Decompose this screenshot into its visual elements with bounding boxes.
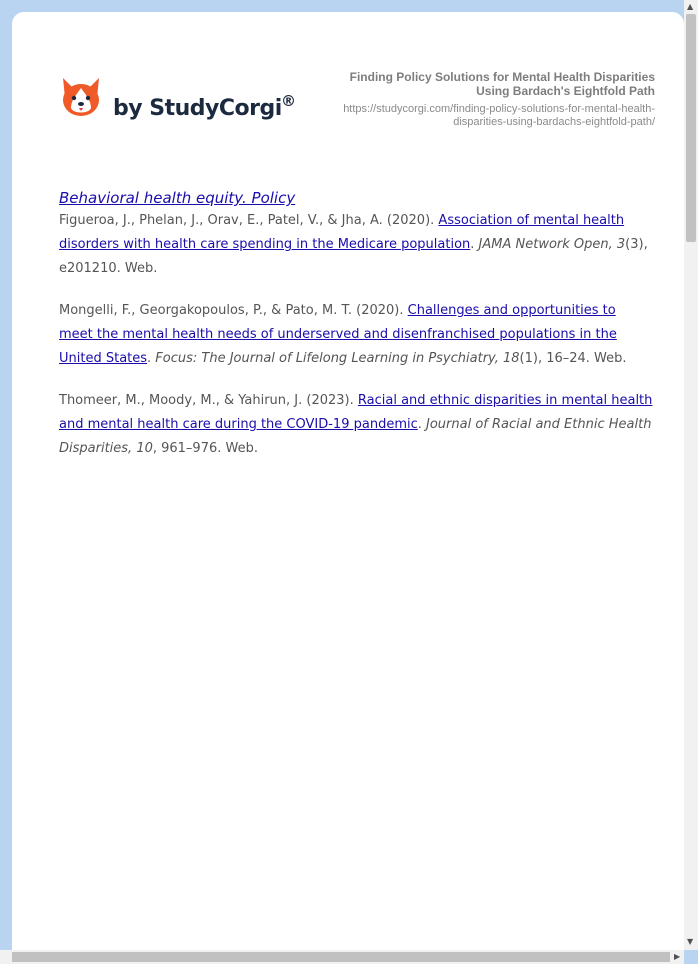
- document-meta: [315, 70, 655, 129]
- reference-journal: Journal of Racial and Ethnic Health Disparities, 10: [59, 417, 652, 456]
- document-page: [12, 12, 684, 952]
- scroll-right-icon[interactable]: ▶: [674, 952, 681, 961]
- reference-title-link[interactable]: Association of mental health disorders with health care spending in the Medicare population: [59, 213, 625, 252]
- reference-details: (1), 16–24. Web.: [519, 351, 627, 366]
- document-url: https://studycorgi.com/finding-policy-solutions-for-mental-health-disparities-using-bardachs-eightfold-path/: [343, 103, 655, 128]
- reference-authors: Figueroa, J., Phelan, J., Orav, E., Patel, V., & Jha, A. (2020).: [59, 213, 439, 228]
- reference-authors: Mongelli, F., Georgakopoulos, P., & Pato, M. T. (2020).: [59, 303, 408, 318]
- horizontal-scrollbar[interactable]: [0, 950, 684, 964]
- horizontal-scroll-thumb[interactable]: [12, 952, 670, 962]
- brand-name: by StudyCorgi: [113, 96, 282, 121]
- vertical-scrollbar[interactable]: [684, 0, 698, 950]
- page-header: [59, 70, 655, 140]
- references-content: [59, 187, 653, 479]
- studycorgi-logo[interactable]: [59, 76, 299, 136]
- reference-item: Figueroa, J., Phelan, J., Orav, E., Patel, V., & Jha, A. (2020). Association of mental health disorders with health care spending in the Medicare population. JAMA Network Open, 3(3), e201210. Web.: [59, 213, 648, 276]
- reference-title-link[interactable]: Challenges and opportunities to meet the mental health needs of underserved and disenfranchised populations in the United States: [59, 303, 617, 366]
- reference-title-link[interactable]: Racial and ethnic disparities in mental health and mental health care during the COVID-19 pandemic: [59, 393, 653, 432]
- reference-details: (3), e201210. Web.: [59, 237, 648, 276]
- corgi-logo-icon: [59, 76, 103, 120]
- reference-journal: Focus: The Journal of Lifelong Learning in Psychiatry, 18: [155, 351, 520, 366]
- reference-journal: JAMA Network Open, 3: [478, 237, 626, 252]
- document-title: Finding Policy Solutions for Mental Health Disparities Using Bardach's Eightfold Path: [349, 70, 655, 98]
- section-link[interactable]: Behavioral health equity. Policy: [59, 189, 296, 207]
- reference-authors: Thomeer, M., Moody, M., & Yahirun, J. (2023).: [59, 393, 358, 408]
- scroll-down-icon[interactable]: ▼: [687, 937, 694, 946]
- reference-details: , 961–976. Web.: [152, 441, 258, 456]
- reference-item: Thomeer, M., Moody, M., & Yahirun, J. (2023). Racial and ethnic disparities in mental health and mental health care during the COVID-19 pandemic. Journal of Racial and Ethnic Health Disparities, 10, 961–976. Web.: [59, 393, 653, 456]
- scroll-up-icon[interactable]: ▲: [687, 2, 694, 11]
- registered-mark: ®: [281, 92, 296, 110]
- reference-item: Mongelli, F., Georgakopoulos, P., & Pato, M. T. (2020). Challenges and opportunities to meet the mental health needs of underserved and disenfranchised populations in the United States. Focus: The Journal of Lifelong Learning in Psychiatry, 18(1), 16–24. Web.: [59, 303, 627, 366]
- vertical-scroll-thumb[interactable]: [686, 14, 696, 242]
